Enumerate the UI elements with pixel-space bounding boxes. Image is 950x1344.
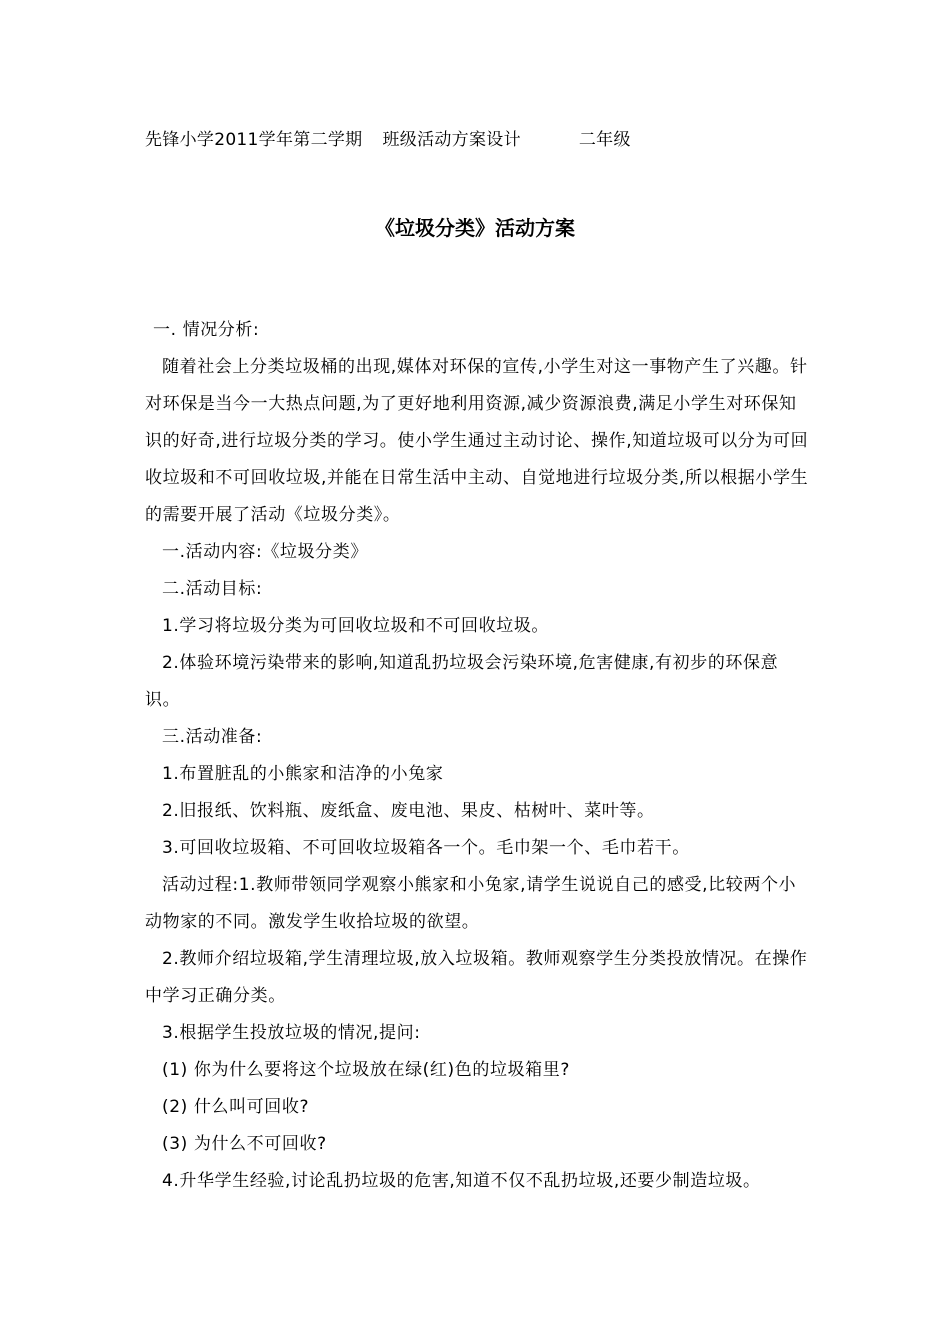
section-heading-situation: 一. 情况分析: [153, 320, 260, 340]
section-heading-goals: 二.活动目标: [162, 579, 263, 599]
process-step-3: 3.根据学生投放垃圾的情况,提问: [162, 1023, 421, 1043]
preparation-item-2: 2.旧报纸、饮料瓶、废纸盒、废电池、果皮、枯树叶、菜叶等。 [162, 801, 655, 821]
goal-item-1: 1.学习将垃圾分类为可回收垃圾和不可回收垃圾。 [162, 616, 550, 636]
paragraph-situation-analysis: 随着社会上分类垃圾桶的出现,媒体对环保的宣传,小学生对这一事物产生了兴趣。针对环保是当今一大热点问题,为了更好地利用资源,减少资源浪费,满足小学生对环保知识的好奇,进行垃圾分类的学习。使小学生通过主动讨论、操作,知道垃圾可以分为可回收垃圾和不可回收垃圾,并能在日常生活中主动、自觉地进行垃圾分类,所以根据小学生的需要开展了活动《垃圾分类》。 [145, 357, 809, 525]
document-header [145, 125, 631, 150]
header-school-term: 先锋小学2011学年第二学期 [145, 130, 363, 150]
preparation-item-3: 3.可回收垃圾箱、不可回收垃圾箱各一个。毛巾架一个、毛巾若干。 [162, 838, 690, 858]
section-heading-content: 一.活动内容:《垃圾分类》 [162, 542, 368, 562]
header-grade: 二年级 [578, 130, 631, 150]
process-step-2: 2.教师介绍垃圾箱,学生清理垃圾,放入垃圾箱。教师观察学生分类投放情况。在操作中学习正确分类。 [145, 949, 808, 1006]
header-design-label: 班级活动方案设计 [382, 130, 521, 150]
document-title: 《垃圾分类》活动方案 [375, 216, 575, 240]
question-item-2: (2) 什么叫可回收? [162, 1097, 310, 1117]
document-body [145, 312, 810, 1200]
preparation-item-1: 1.布置脏乱的小熊家和洁净的小兔家 [162, 764, 444, 784]
goal-item-2: 2.体验环境污染带来的影响,知道乱扔垃圾会污染环境,危害健康,有初步的环保意识。 [145, 653, 779, 710]
process-step-4: 4.升华学生经验,讨论乱扔垃圾的危害,知道不仅不乱扔垃圾,还要少制造垃圾。 [162, 1171, 761, 1191]
section-heading-preparation: 三.活动准备: [162, 727, 263, 747]
process-step-1: 活动过程:1.教师带领同学观察小熊家和小兔家,请学生说说自己的感受,比较两个小动物家的不同。激发学生收拾垃圾的欲望。 [145, 875, 797, 932]
question-item-3: (3) 为什么不可回收? [162, 1134, 327, 1154]
question-item-1: (1) 你为什么要将这个垃圾放在绿(红)色的垃圾箱里? [162, 1060, 570, 1080]
